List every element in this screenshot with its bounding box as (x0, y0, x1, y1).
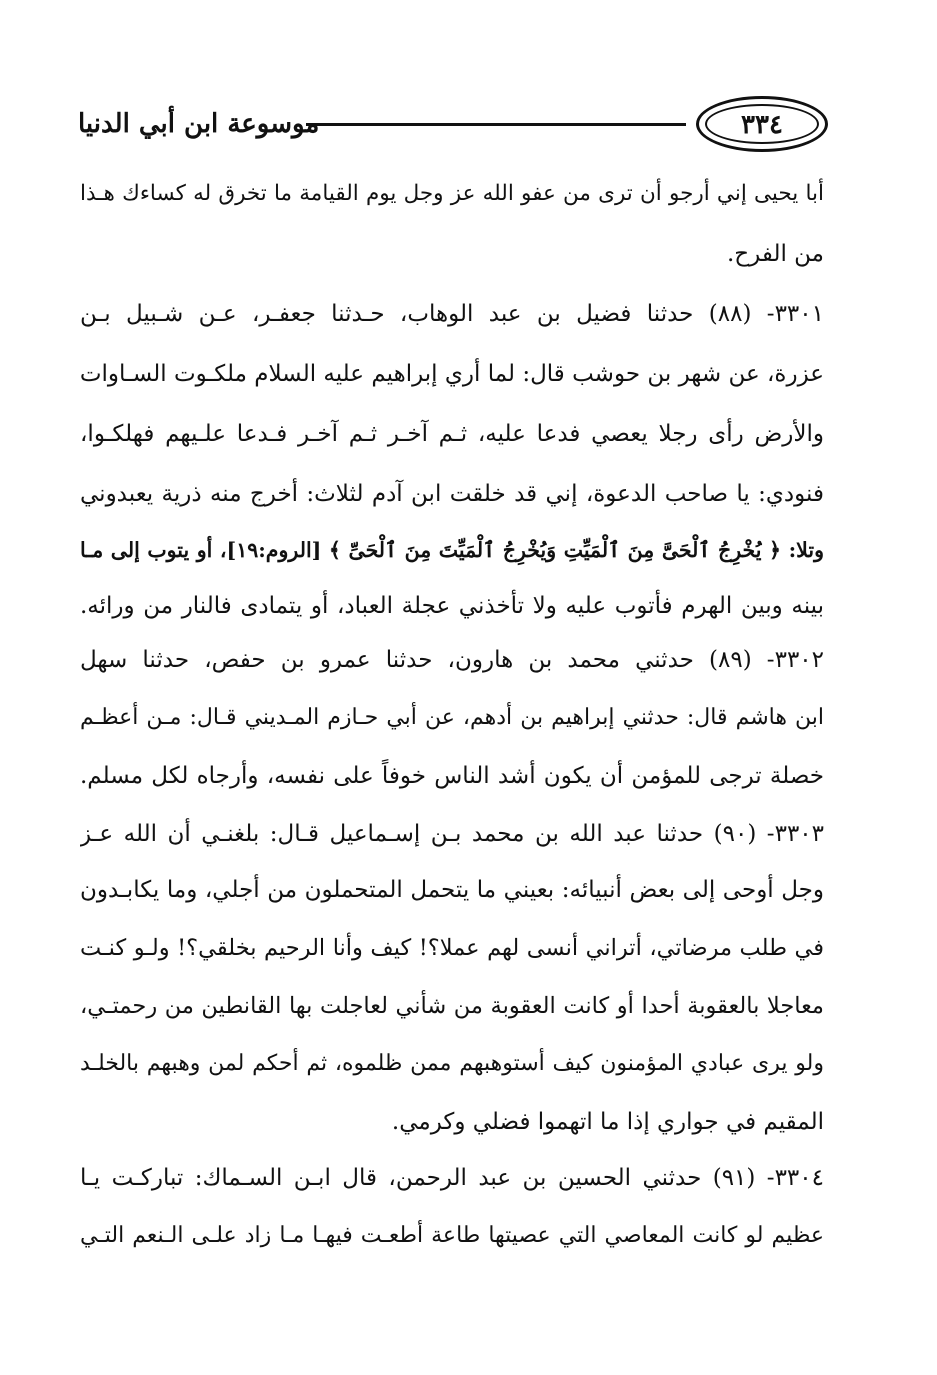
text-line-6: فنودي: يا صاحب الدعوة، إني قد خلقت ابن آدم لثلاث: أخرج منه ذرية يعبدوني (80, 481, 824, 507)
text-line-16: ولو يرى عبادي المؤمنون كيف أستوهبهم ممن ظلموه، ثم أحكم لمن وهبهم بالخلـد (80, 1051, 824, 1076)
text-line-15: معاجلا بالعقوبة أحدا أو كانت العقوبة من شأني لعاجلت بها القانطين من رحمتـي، (80, 993, 824, 1019)
text-line-3: ٣٣٠١- (٨٨) حدثنا فضيل بن عبد الوهاب، حـدثنا جعفـر، عـن شـبيل بـن (80, 301, 824, 327)
text-line-17: المقيم في جواري إذا ما اتهموا فضلي وكرمي. (391, 1109, 824, 1135)
text-line-1: أبا يحيى إني أرجو أن ترى من عفو الله عز وجل يوم القيامة ما تخرق له كساءك هـذا (80, 181, 824, 206)
text-line-9: ٣٣٠٢- (٨٩) حدثني محمد بن هارون، حدثنا عمرو بن حفص، حدثنا سهل (80, 647, 824, 673)
book-title: موسوعة ابن أبي الدنيا (78, 109, 320, 139)
text-line-11: خصلة ترجى للمؤمن أن يكون أشد الناس خوفاً على نفسه، وأرجاه لكل مسلم. (80, 763, 824, 789)
text-line-4: عزرة، عن شهر بن حوشب قال: لما أري إبراهيم عليه السلام ملكـوت السـاوات (80, 361, 824, 387)
running-header (78, 96, 828, 158)
text-line-19: عظيم لو كانت المعاصي التي عصيتها طاعة أطعـت فيهـا مـا زاد علـى الـنعم التـي (80, 1223, 824, 1248)
text-line-7: وتلا: ﴿ يُخْرِجُ ٱلْحَىَّ مِنَ ٱلْمَيِّتِ وَيُخْرِجُ ٱلْمَيِّتَ مِنَ ٱلْحَىِّ ﴾ [الروم:١٩]، أو يتوب إلى مـا (80, 538, 824, 562)
page-number-frame (696, 96, 828, 152)
text-line-13: وجل أوحى إلى بعض أنبيائه: بعيني ما يتحمل المتحملون من أجلي، وما يكابـدون (80, 877, 824, 903)
text-line-2: من الفرح. (726, 241, 824, 267)
text-line-5: والأرض رأى رجلا يعصي فدعا عليه، ثـم آخـر ثـم آخـر فـدعا علـيهم فهلكـوا، (80, 421, 824, 447)
header-rule (306, 123, 686, 126)
text-line-18: ٣٣٠٤- (٩١) حدثني الحسين بن عبد الرحمن، قال ابـن السـماك: تباركـت يـا (80, 1165, 824, 1191)
page-number: ٣٣٤ (741, 110, 783, 140)
text-line-14: في طلب مرضاتي، أتراني أنسى لهم عملا؟! كيف وأنا الرحيم بخلقي؟! ولـو كنـت (80, 935, 824, 961)
text-line-10: ابن هاشم قال: حدثني إبراهيم بن أدهم، عن أبي حـازم المـديني قـال: مـن أعظـم (80, 705, 824, 730)
text-line-8: بينه وبين الهرم فأتوب عليه ولا تأخذني عجلة العباد، أو يتمادى فالنار من ورائه. (80, 593, 824, 619)
text-line-12: ٣٣٠٣- (٩٠) حدثنا عبد الله بن محمد بـن إسـماعيل قـال: بلغنـي أن الله عـز (80, 821, 824, 847)
